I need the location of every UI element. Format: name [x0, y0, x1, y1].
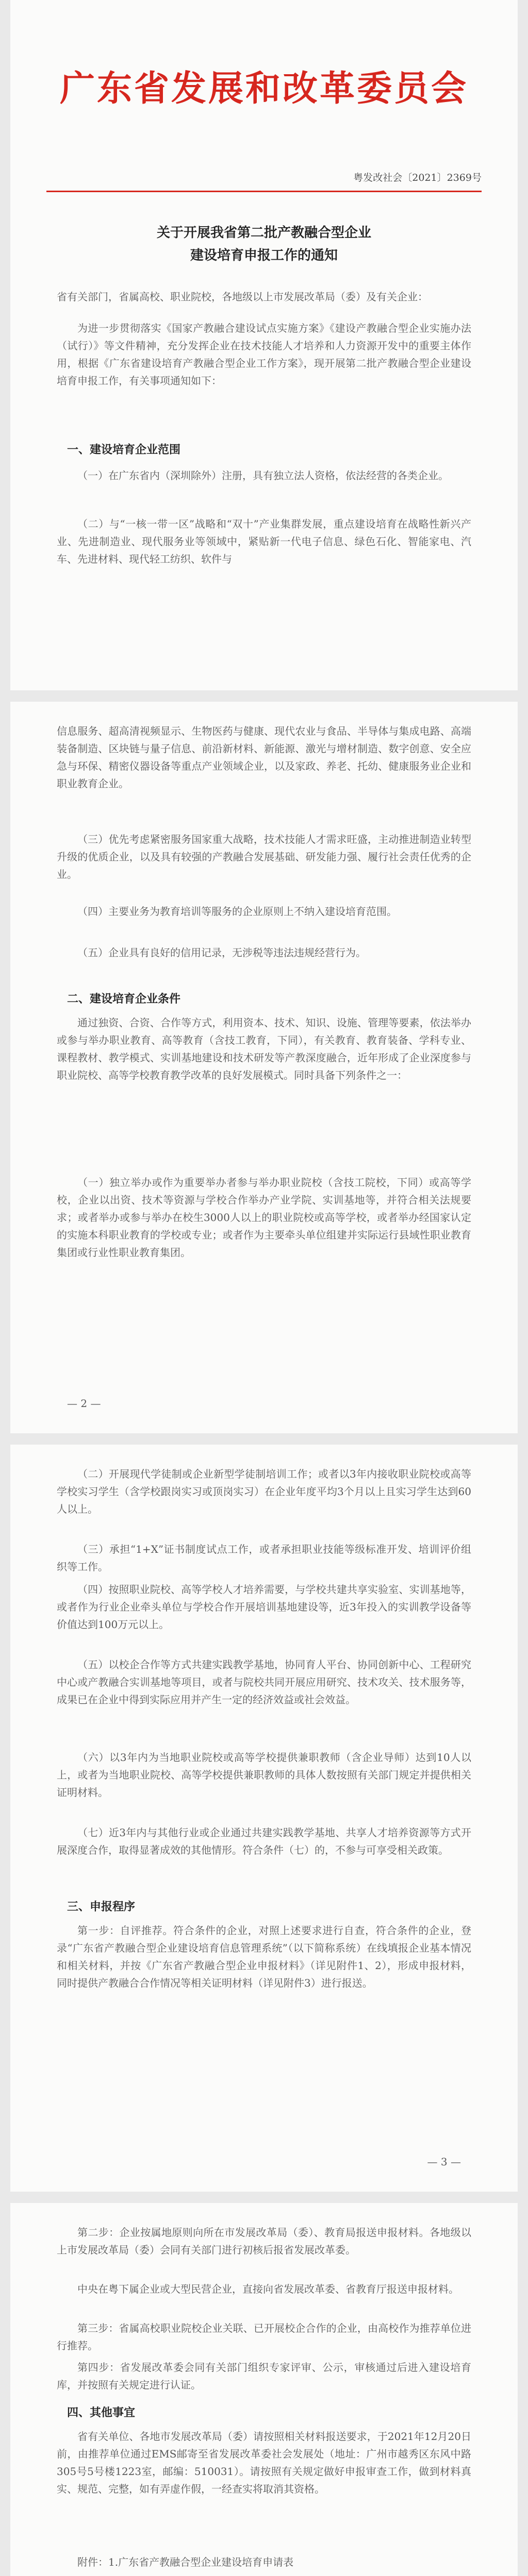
document-page-3 — [10, 1445, 518, 2192]
document-title-line1: 关于开展我省第二批产教融合型企业 — [156, 225, 371, 241]
paragraph: （四）按照职业院校、高等学校人才培养需要，与学校共建共享实验室、实训基地等，或者作为行业企业牵头单位与学校合作开展培训基地建设等，近3年投入的实训教学设备等价值达到100万元以上。 — [57, 1583, 471, 1631]
paragraph: 信息服务、超高清视频显示、生物医药与健康、现代农业与食品、半导体与集成电路、高端装备制造、区块链与量子信息、前沿新材料、新能源、激光与增材制造、数字创意、安全应急与环保、精密仪器设备等重点产业领域企业，以及家政、养老、托幼、健康服务业企业和职业教育企业。 — [57, 725, 471, 790]
paragraph: 第三步：省属高校职业院校企业关联、已开展校企合作的企业，由高校作为推荐单位进行推荐。 — [57, 2322, 471, 2352]
paragraph: （六）以3年内为当地职业院校或高等学校提供兼职教师（含企业导师）达到10人以上，或者为当地职业院校、高等学校提供兼职教师的具体人数按照有关部门规定并提供相关证明材料。 — [57, 1751, 471, 1799]
paragraph: 省有关单位、各地市发展改革局（委）请按照相关材料报送要求，于2021年12月20日前，由推荐单位通过EMS邮寄至省发展改革委社会发展处（地址：广州市越秀区东风中路305号5号楼1223室，邮编：510031）。请按照有关规定做好申报审查工作，做到材料真实、规范、完整，如有弄虚作假，一经查实将取消其资格。 — [57, 2430, 471, 2495]
section-heading-3: 三、申报程序 — [67, 1900, 136, 1913]
paragraph: 为进一步贯彻落实《国家产教融合建设试点实施方案》《建设产教融合型企业实施办法（试行）》等文件精神，充分发挥企业在技术技能人才培养和人力资源开发中的重要主体作用，根据《广东省建设培育产教融合型企业工作方案》，现开展第二批产教融合型企业建设培育申报工作，有关事项通知如下： — [57, 322, 471, 387]
document-title-line2: 建设培育申报工作的通知 — [190, 248, 338, 263]
section-heading-2: 二、建设培育企业条件 — [67, 992, 181, 1006]
masthead: 广东省发展和改革委员会 — [59, 68, 468, 109]
paragraph: （一）独立举办或作为重要举办者参与举办职业院校（含技工院校，下同）或高等学校，企业以出资、技术等资源与学校合作举办产业学院、实训基地等，并符合相关法规要求；或者举办或参与举办在校生3000人以上的职业院校或高等学校，或者举办经国家认定的实施本科职业教育的学校或专业；或者作为主要牵头单位组建并实际运行县域性职业教育集团或行业性职业教育集团。 — [57, 1176, 471, 1259]
paragraph: （二）开展现代学徒制或企业新型学徒制培训工作；或者以3年内接收职业院校或高等学校实习学生（含学校跟岗实习或顶岗实习）在企业年度平均3个月以上且实习学生达到60人以上。 — [57, 1468, 471, 1515]
red-divider-line — [46, 191, 482, 192]
paragraph: 中央在粤下属企业或大型民营企业，直接向省发展改革委、省教育厅报送申报材料。 — [77, 2283, 459, 2295]
paragraph: 通过独资、合资、合作等方式，利用资本、技术、知识、设施、管理等要素，依法举办或参与举办职业教育、高等教育（含技工教育，下同），有关教育、教育装备、学科专业、课程教材、教学模式、实训基地建设和技术研发等产教深度融合，近年形成了企业深度参与职业院校、高等学校教育教学改革的良好发展模式。同时具备下列条件之一： — [57, 1016, 471, 1081]
document-page-2 — [10, 702, 518, 1433]
paragraph: （五）以校企合作等方式共建实践教学基地，协同育人平台、协同创新中心、工程研究中心或产教融合实训基地等项目，或者与院校共同开展应用研究、技术攻关、技术服务等，成果已在企业中得到实际应用并产生一定的经济效益或社会效益。 — [57, 1658, 471, 1706]
attachment-item: 1.广东省产教融合型企业建设培育申请表 — [108, 2556, 294, 2568]
paragraph: （五）企业具有良好的信用记录，无涉税等违法违规经营行为。 — [77, 946, 366, 959]
page-number: — 2 — — [67, 1397, 101, 1410]
paragraph: （三）承担“1+X”证书制度试点工作，或者承担职业技能等级标准开发、培训评价组织等工作。 — [57, 1543, 471, 1573]
page-number: — 3 — — [427, 2156, 461, 2168]
paragraph: （三）优先考虑紧密服务国家重大战略，技术技能人才需求旺盛，主动推进制造业转型升级的优质企业，以及具有较强的产教融合发展基础、研发能力强、履行社会责任优秀的企业。 — [57, 833, 471, 880]
document-number: 粤发改社会〔2021〕2369号 — [353, 172, 482, 183]
document-page-4 — [10, 2203, 518, 2576]
paragraph: 第二步：企业按属地原则向所在市发展改革局（委）、教育局报送申报材料。各地级以上市发展改革局（委）会同有关部门进行初核后报省发展改革委。 — [57, 2226, 471, 2256]
paragraph: （四）主要业务为教育培训等服务的企业原则上不纳入建设培育范围。 — [77, 905, 397, 918]
paragraph: 第四步：省发展改革委会同有关部门组织专家评审、公示，审核通过后进入建设培育库，并按照有关规定进行认证。 — [57, 2361, 471, 2391]
document-page-1 — [10, 0, 518, 690]
paragraph: （二）与“一核一带一区”战略和“双十”产业集群发展，重点建设培育在战略性新兴产业、先进制造业、现代服务业等领域中，紧贴新一代电子信息、绿色石化、智能家电、汽车、先进材料、现代轻工纺织、软件与 — [57, 518, 471, 565]
paragraph: （七）近3年内与其他行业或企业通过共建实践教学基地、共享人才培养资源等方式开展深度合作，取得显著成效的其他情形。符合条件（七）的，不参与可享受相关政策。 — [57, 1826, 471, 1856]
addressee: 省有关部门，省属高校、职业院校，各地级以上市发展改革局（委）及有关企业： — [57, 291, 428, 303]
paragraph: （一）在广东省内（深圳除外）注册，具有独立法人资格，依法经营的各类企业。 — [77, 469, 449, 482]
section-heading-4: 四、其他事宜 — [67, 2406, 136, 2419]
attachment-item — [108, 2574, 471, 2576]
attachments-label: 附件： — [77, 2556, 108, 2568]
section-heading-1: 一、建设培育企业范围 — [67, 443, 181, 456]
paragraph: 第一步：自评推荐。符合条件的企业，对照上述要求进行自查，符合条件的企业，登录“广东省产教融合型企业建设培育信息管理系统”（以下简称系统）在线填报企业基本情况和相关材料，并按《广东省产教融合型企业申报材料》（详见附件1、2），形成申报材料，同时提供产教融合合作情况等相关证明材料（详见附件3）进行报送。 — [57, 1924, 471, 1989]
